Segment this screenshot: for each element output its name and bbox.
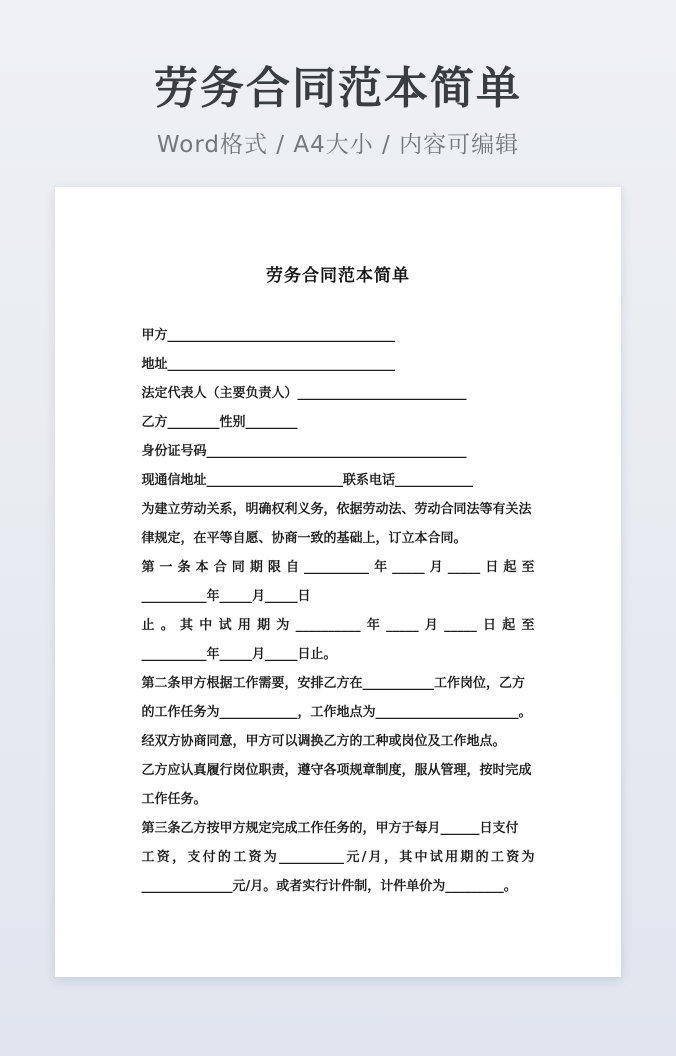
contract-line: 第一条本合同期限自__________年_____月_____日起至 <box>141 560 535 575</box>
contract-line: 律规定，在平等自愿、协商一致的基础上，订立本合同。 <box>141 531 467 546</box>
contract-line: 身份证号码________________________________________ <box>141 444 467 459</box>
preview-header <box>0 0 676 159</box>
contract-line: 乙方________性别________ <box>141 415 298 430</box>
contract-line: 乙方应认真履行岗位职责，遵守各项规章制度，服从管理，按时完成 <box>141 763 532 778</box>
document-page <box>55 187 621 977</box>
contract-line: 为建立劳动关系，明确权利义务，依据劳动法、劳动合同法等有关法 <box>141 502 532 517</box>
contract-line: 经双方协商同意，甲方可以调换乙方的工种或岗位及工作地点。 <box>141 734 506 749</box>
contract-line: 工作任务。 <box>141 792 207 807</box>
contract-line: __________年_____月_____日 <box>141 589 311 604</box>
preview-title: 劳务合同范本简单 <box>154 63 522 114</box>
contract-line: 第二条甲方根据工作需要，安排乙方在___________工作岗位，乙方 <box>141 676 526 691</box>
contract-line: __________年_____月_____日止。 <box>141 647 337 662</box>
contract-line: 甲方___________________________________ <box>141 328 396 343</box>
contract-line: 地址___________________________________ <box>141 357 396 372</box>
contract-body <box>142 321 535 901</box>
document-title: 劳务合同范本简单 <box>266 266 410 286</box>
contract-line: 止。其中试用期为__________年_____月_____日起至 <box>141 618 535 633</box>
contract-line: 现通信地址_____________________联系电话____________ <box>141 473 474 488</box>
contract-line: 工资，支付的工资为__________元/月，其中试用期的工资为 <box>141 850 535 865</box>
preview-subtitle: Word格式 / A4大小 / 内容可编辑 <box>156 131 520 158</box>
contract-line: 的工作任务为____________，工作地点为______________________。 <box>141 705 532 720</box>
contract-line: 第三条乙方按甲方规定完成工作任务的，甲方于每月______日支付 <box>141 821 519 836</box>
contract-line: ______________元/月。或者实行计件制，计件单价为_________。 <box>141 879 517 894</box>
contract-line: 法定代表人（主要负责人）__________________________ <box>141 386 467 401</box>
